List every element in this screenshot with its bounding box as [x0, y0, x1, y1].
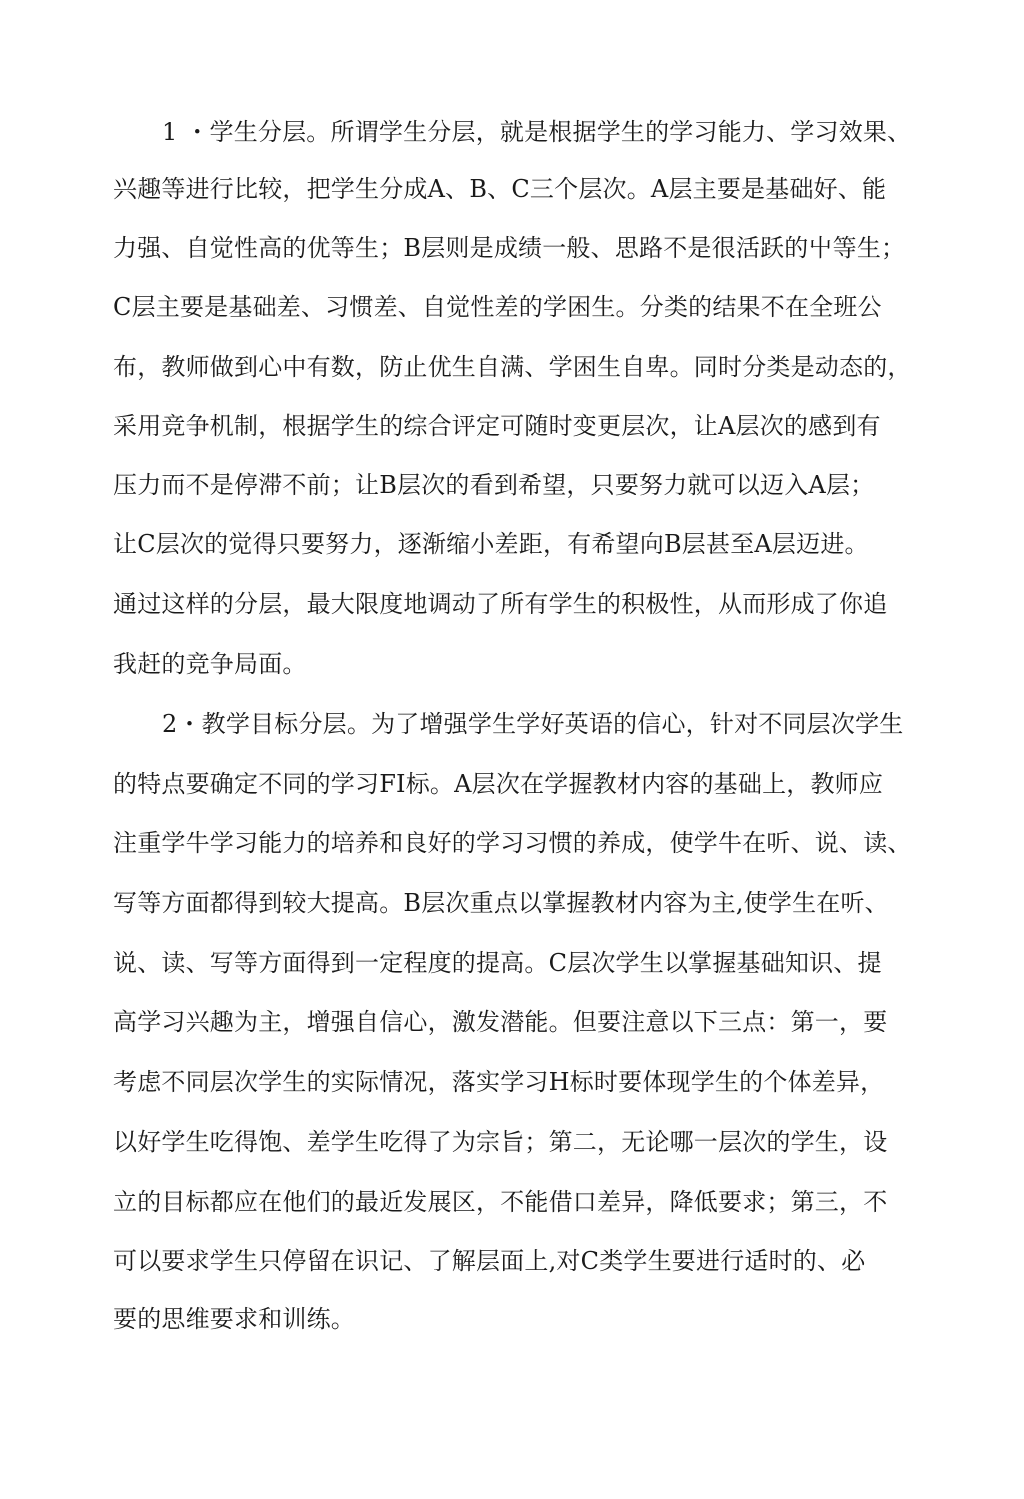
text-line: 的特点要确定不同的学习FI标。A层次在学握教材内容的基础上，教师应: [113, 770, 884, 798]
text-line: 通过这样的分层，最大限度地调动了所有学生的积极性，从而形成了你追: [113, 590, 888, 618]
text-line: 说、读、写等方面得到一定程度的提高。C层次学生以掌握基础知识、提: [113, 949, 882, 977]
text-line: 力强、自觉性高的优等生；B层则是成绩一般、思路不是很活跃的屮等生；: [113, 234, 906, 262]
text-line: 压力而不是停滞不前；让B层次的看到希望，只要努力就可以迈入A层；: [113, 471, 875, 499]
text-line: 兴趣等进行比较，把学生分成A、B、C三个层次。A层主要是基础好、能: [113, 175, 887, 203]
text-line: 采用竞争机制，根据学生的综合评定可随时变更层次，让A层次的感到有: [113, 412, 881, 440]
text-line: 2・教学目标分层。为了增强学生学好英语的信心，针对不同层次学生: [162, 710, 904, 738]
text-line: 我赶的竞争局面。: [113, 650, 307, 678]
text-line: 高学习兴趣为主，增强自信心，激发潜能。但要注意以下三点：第一，要: [113, 1008, 888, 1036]
text-line: 布，教师做到心中有数，防止优生自满、学困生自卑。同时分类是动态的，: [113, 353, 912, 381]
text-line: 考虑不同层次学生的实际情况，落实学习H标时要体现学生的个体差异，: [113, 1068, 885, 1096]
text-line: 1 ・学生分层。所谓学生分层，就是根据学生的学习能力、学习效果、: [162, 118, 912, 146]
text-line: C层主要是基础差、习惯差、自觉性差的学困生。分类的结果不在全班公: [113, 293, 882, 321]
text-line: 以好学生吃得饱、差学生吃得了为宗旨；第二，无论哪一层次的学生，设: [113, 1128, 888, 1156]
text-line: 注重学牛学习能力的培养和良好的学习习惯的养成，使学牛在听、说、读、: [113, 829, 912, 857]
text-line: 立的目标都应在他们的最近发展区，不能借口差异，降低要求；第三，不: [113, 1188, 888, 1216]
text-line: 写等方面都得到较大提高。B层次重点以掌握教材内容为主,使学生在听、: [113, 889, 889, 917]
text-line: 要的思维要求和训练。: [113, 1305, 355, 1333]
text-line: 可以要求学生只停留在识记、了解层面上,对C类学生要进行适时的、必: [113, 1247, 866, 1275]
text-line: 让C层次的觉得只要努力，逐渐缩小差距，有希望向B层甚至A层迈进。: [113, 530, 869, 558]
